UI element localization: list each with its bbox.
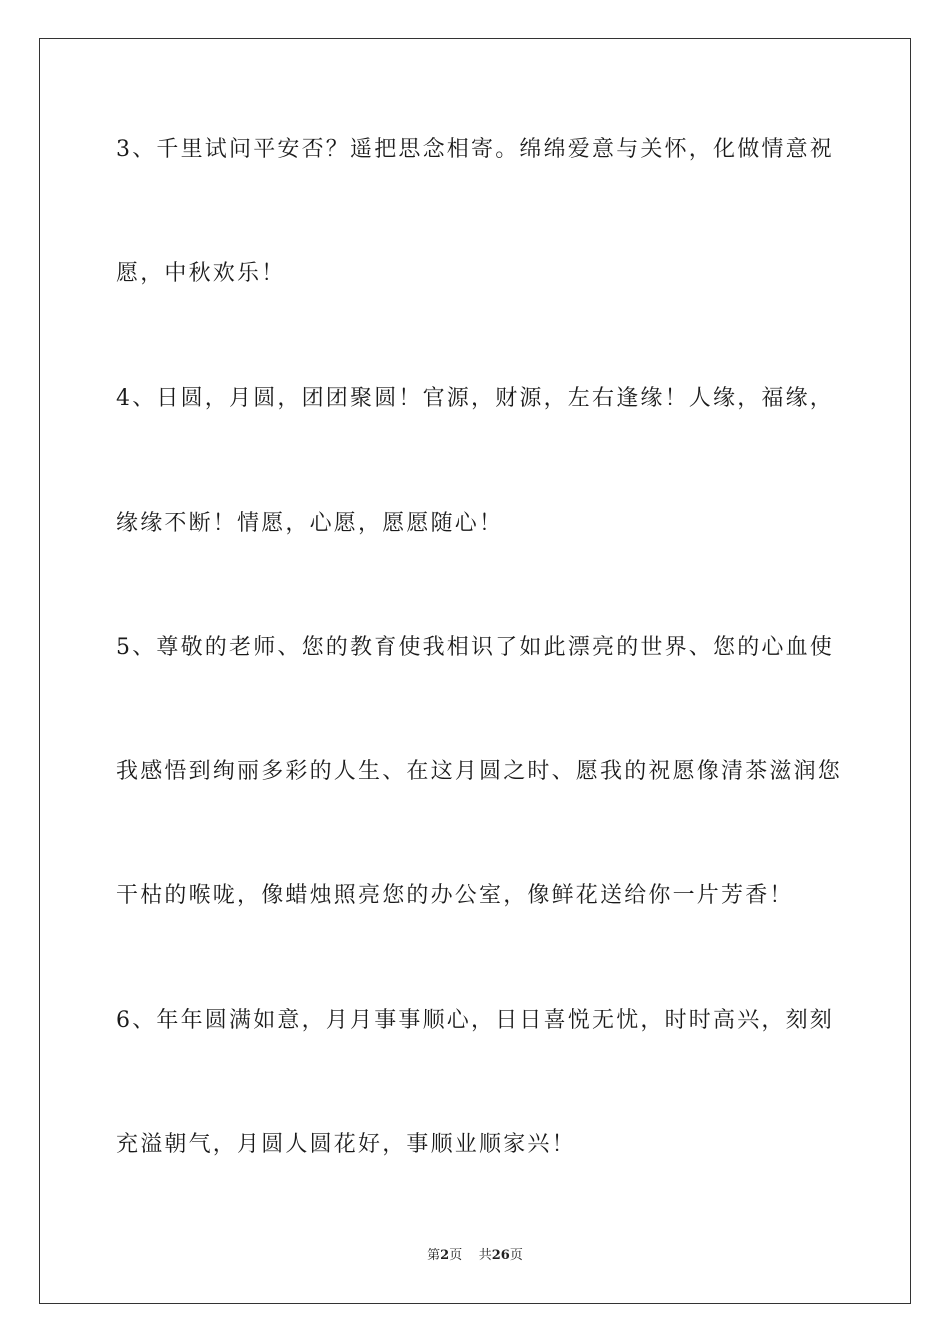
total-suffix: 页: [509, 1248, 523, 1263]
paragraph-6-line-2: 充溢朝气，月圆人圆花好，事顺业顺家兴！: [116, 1132, 576, 1157]
current-page-number: 2: [440, 1248, 450, 1263]
page-prefix: 第: [427, 1248, 441, 1263]
page-frame: [39, 38, 911, 1304]
paragraph-5-line-3: 干枯的喉咙，像蜡烛照亮您的办公室，像鲜花送给你一片芳香！: [116, 883, 794, 908]
paragraph-6-line-1: 6、年年圆满如意，月月事事顺心，日日喜悦无忧，时时高兴，刻刻: [116, 1008, 834, 1033]
total-prefix: 共: [478, 1248, 492, 1263]
paragraph-4-line-1: 4、日圆，月圆，团团聚圆！官源，财源，左右逢缘！人缘，福缘，: [116, 386, 834, 411]
page-suffix: 页: [449, 1248, 463, 1263]
page-footer: [0, 1246, 950, 1266]
paragraph-5-line-1: 5、尊敬的老师、您的教育使我相识了如此漂亮的世界、您的心血使: [116, 635, 834, 660]
paragraph-5-line-2: 我感悟到绚丽多彩的人生、在这月圆之时、愿我的祝愿像清茶滋润您: [116, 759, 843, 784]
paragraph-3-line-1: 3、千里试问平安否？遥把思念相寄。绵绵爱意与关怀，化做情意祝: [116, 137, 834, 162]
paragraph-3-line-2: 愿，中秋欢乐！: [116, 261, 286, 286]
total-pages-number: 26: [491, 1248, 510, 1263]
paragraph-4-line-2: 缘缘不断！情愿，心愿，愿愿随心！: [116, 511, 504, 536]
